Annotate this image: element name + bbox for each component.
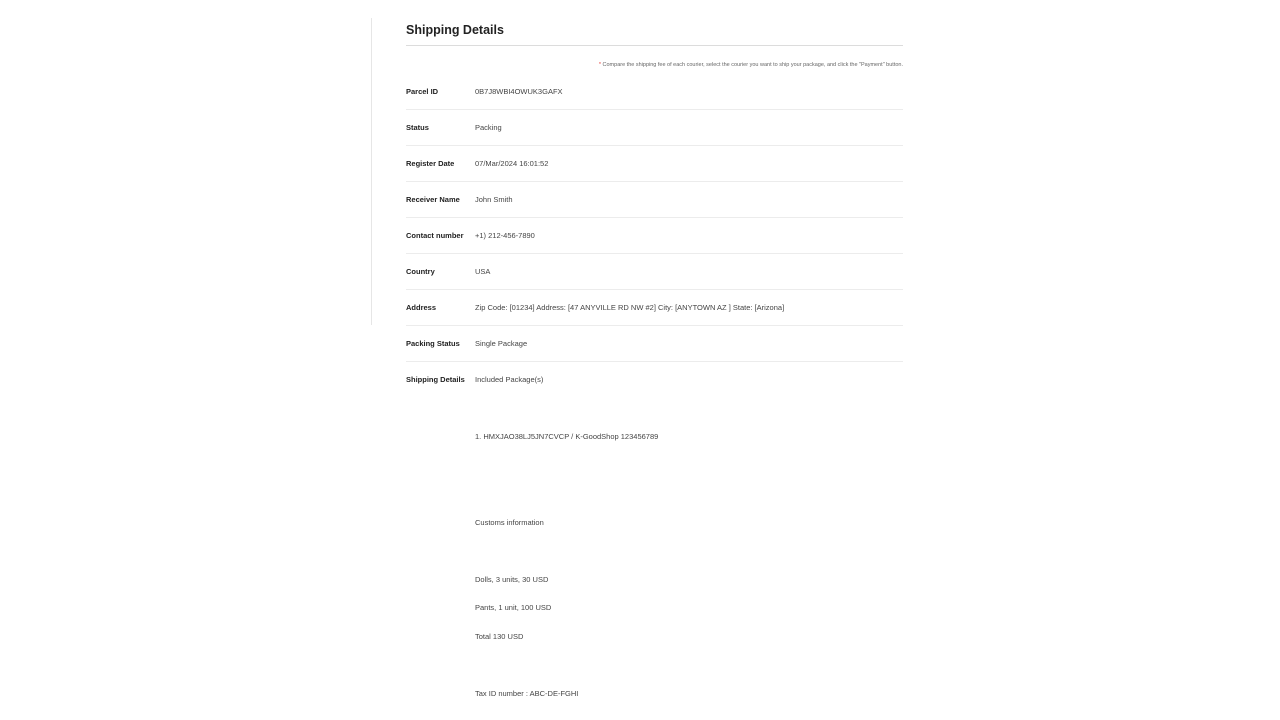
detail-label: Register Date [406, 159, 455, 168]
tax-id: Tax ID number : ABC-DE-FGHI [475, 689, 579, 698]
detail-label: Packing Status [406, 339, 460, 348]
customs-total: Total 130 USD [475, 632, 524, 641]
detail-value: USA [475, 267, 491, 276]
required-star: * [598, 62, 601, 68]
detail-value: +1) 212-456-7890 [475, 231, 535, 240]
detail-row-address [406, 290, 903, 326]
detail-value: John Smith [475, 195, 513, 204]
detail-label: Status [406, 123, 429, 132]
detail-value: Packing [475, 123, 502, 132]
package-line: 1. HMXJAO38LJ5JN7CVCP / K-GoodShop 123456789 [475, 432, 659, 441]
page-title: Shipping Details [406, 23, 504, 37]
customs-heading: Customs information [475, 518, 544, 527]
notice-text: Compare the shipping fee of each courier, select the courier you want to ship your package, and click the "Payment" button. [602, 62, 903, 68]
detail-value: Single Package [475, 339, 528, 348]
detail-value: 0B7J8WBI4OWUK3GAFX [475, 87, 563, 96]
detail-row-contact-number [406, 218, 903, 254]
included-packages-heading: Included Package(s) [475, 375, 544, 384]
detail-row-receiver-name [406, 182, 903, 218]
detail-label: Contact number [406, 231, 464, 240]
detail-row-status [406, 110, 903, 146]
detail-row-packing-status [406, 326, 903, 362]
detail-value: Zip Code: [01234] Address: [47 ANYVILLE RD NW #2] City: [ANYTOWN AZ ] State: [Arizona] [475, 303, 785, 312]
detail-value: 07/Mar/2024 16:01:52 [475, 159, 549, 168]
detail-label: Receiver Name [406, 195, 460, 204]
courier-notice [599, 60, 903, 70]
detail-label: Parcel ID [406, 87, 439, 96]
detail-row-parcel-id [406, 74, 903, 110]
detail-label: Shipping Details [406, 375, 465, 384]
title-divider [406, 45, 903, 46]
detail-label: Country [406, 267, 435, 276]
sidebar-divider [371, 18, 372, 325]
detail-label: Address [406, 303, 437, 312]
customs-item: Pants, 1 unit, 100 USD [475, 603, 552, 612]
detail-row-register-date [406, 146, 903, 182]
customs-item: Dolls, 3 units, 30 USD [475, 575, 549, 584]
detail-row-country [406, 254, 903, 290]
